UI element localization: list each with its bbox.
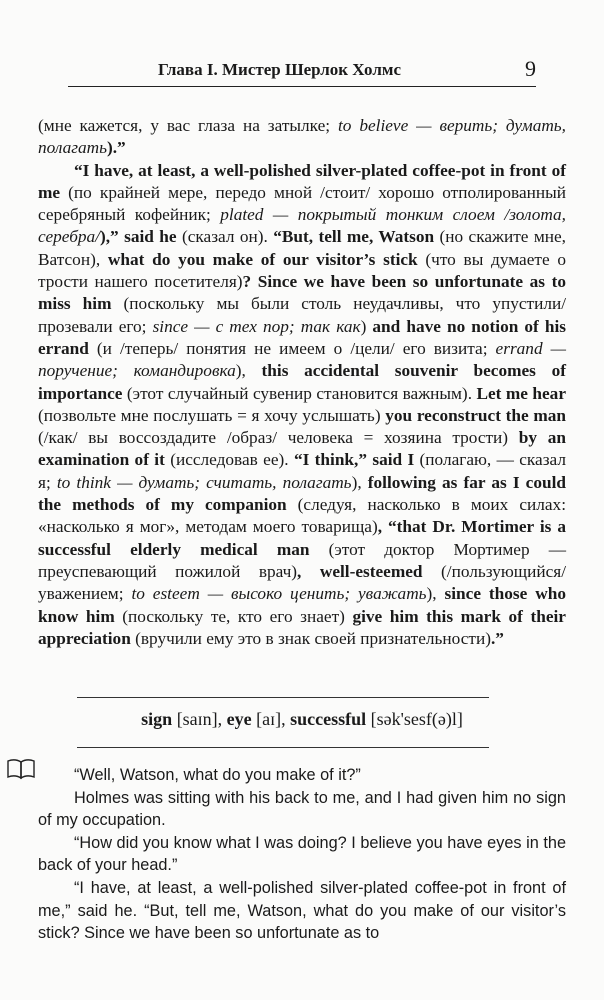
gloss-note: to believe — верить; думать, полагать (38, 116, 566, 158)
gloss-note: errand — поручение; командировка (38, 338, 567, 381)
translation-text: (следуя, насколько в моих силах: «насколько я мог», методам моего товарища) (38, 495, 567, 537)
header-rule (68, 86, 536, 87)
translation-text: (этот доктор Мортимер — преуспевающий пожилой врач) (38, 539, 567, 581)
english-phrase: “I have, at least, a well-polished silver-plated coffee-pot in front of me (38, 160, 566, 202)
translation-text: (вручили ему это в знак своей признательности) (130, 628, 491, 648)
separator-line-bottom (77, 747, 489, 748)
english-phrase: , “that Dr. Mortimer is a successful elderly medical man (38, 517, 566, 559)
original-paragraph: “Well, Watson, what do you make of it?” (74, 766, 361, 784)
translation-text: (но скажите мне, Ватсон), (38, 227, 566, 269)
english-phrase: and have no notion of his errand (38, 316, 567, 358)
gloss-note: plated — покрытый тонким слоем /золота, серебра/ (38, 205, 566, 247)
english-phrase: “But, tell me, Watson (273, 227, 435, 247)
translation-text: (по крайней мере, передо мной /стоит/ хорошо отполированный серебряный кофейник; (38, 182, 566, 225)
english-phrase: eye (226, 709, 252, 729)
glossed-text (38, 115, 566, 650)
gloss-note: to esteem — высоко ценить; уважать (131, 584, 427, 604)
translation-text: ) (360, 316, 373, 336)
english-phrase: successful (290, 709, 367, 729)
translation-text: (/пользующийся/ уважением; (38, 561, 566, 604)
gloss-note: to think — думать; считать, полагать (56, 472, 352, 492)
glossed-paragraph-2 (38, 160, 566, 651)
glossed-paragraph-1 (38, 115, 566, 160)
english-phrase: this accidental souvenir becomes of importance (38, 361, 566, 403)
english-phrase: sign (141, 709, 173, 729)
translation-text: (мне кажется, у вас глаза на затылке; (38, 116, 338, 135)
translation-text: [saɪn], (172, 709, 227, 729)
translation-text: (сказал он). (176, 227, 274, 247)
translation-text: ), (351, 472, 368, 492)
english-phrase: , well-esteemed (297, 561, 423, 581)
original-paragraph: “How did you know what I was doing? I believe you have eyes in the back of your head.” (38, 833, 566, 875)
english-phrase: by an examination of it (38, 428, 566, 470)
english-phrase: what do you make of our visitor’s stick (107, 249, 418, 269)
english-phrase: ? Since we have been so unfortunate as to miss him (38, 272, 566, 314)
translation-text: [sək'sesf(ə)l] (366, 709, 463, 729)
translation-text: (этот случайный сувенир становится важным). (122, 383, 477, 403)
open-book-icon (6, 758, 36, 780)
english-phrase: ),” said he (99, 227, 177, 247)
translation-text: (что вы думаете о трости нашего посетителя) (38, 249, 566, 292)
original-text (38, 764, 566, 945)
original-paragraph: “I have, at least, a well-polished silver-plated coffee-pot in front of me,” said he. “But, tell me, Watson, what do you make of our visitor’s stick? Since we have been so unfortunate as to (38, 878, 566, 943)
translation-text: (позвольте мне послушать = я хочу услышать) (38, 405, 386, 425)
english-phrase: give him this mark of their appreciation (38, 606, 566, 648)
translation-text: ), (235, 361, 262, 381)
translation-text: (исследовав ее). (164, 450, 294, 470)
english-phrase: ).” (106, 138, 126, 158)
original-paragraph: Holmes was sitting with his back to me, and I had given him no sign of my occupation. (38, 788, 566, 830)
translation-text: (поскольку мы были столь неудачливы, что упустили/прозевали его; (38, 294, 566, 336)
translation-text: (/как/ вы воссоздадите /образ/ человека = хозяина трости) (38, 428, 519, 448)
translation-text: ), (426, 584, 445, 604)
separator-line-top (77, 697, 489, 698)
english-phrase: following as far as I could the methods of my companion (38, 472, 566, 515)
translation-text: [aɪ], (251, 709, 291, 729)
english-phrase: .” (490, 628, 504, 648)
english-phrase: you reconstruct the man (385, 405, 566, 425)
gloss-note: since — с тех пор; так как (152, 316, 361, 336)
english-phrase: since those who know him (38, 584, 566, 626)
translation-text: (поскольку те, кто его знает) (114, 606, 353, 626)
english-phrase: Let me hear (476, 383, 566, 403)
chapter-title: Глава I. Мистер Шерлок Холмс (158, 60, 401, 79)
english-phrase: “I think,” said I (293, 450, 415, 470)
translation-text: (полагаю, — сказал я; (38, 450, 566, 492)
pronunciation-line (0, 709, 604, 730)
translation-text: (и /теперь/ понятия не имеем о /цели/ его визита; (88, 338, 496, 358)
page-number: 9 (525, 56, 536, 81)
